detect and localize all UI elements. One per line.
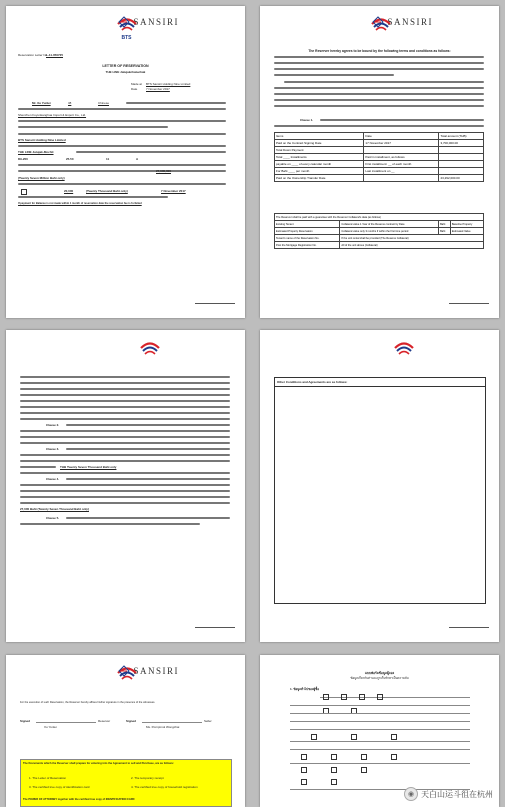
doc-item-3: 3. The certified true copy of identification card [29,785,90,789]
text-line [20,460,230,462]
date-value: 7 November 2017 [146,87,170,91]
checkbox[interactable] [331,767,337,773]
table-row [275,161,484,168]
unit-room: D9-200 [18,157,28,161]
text-line [20,436,230,438]
terms-heading: The Reserver hereby agrees to be bound by the following terms and conditions as follows: [308,49,451,53]
checkbox[interactable] [301,779,307,785]
sansiri-wordmark: SANSIRI [133,666,180,676]
sansiri-logo [372,16,434,28]
cell: First installment: __ of each month [364,161,439,168]
reservation-remark: If payment for Balance is not made within 1 month of reservation date the reservation fee is forfeited [18,202,142,205]
checkbox[interactable] [391,734,397,740]
form-subtitle: ข้อมูลเกี่ยวกับท่านจะถูกเก็บรักษาเป็นความลับ [350,676,409,680]
total-price: 27,000,000 [156,169,172,173]
signed-left-name: Xu Yunlei [44,725,57,729]
cell: Paid on the Ownership Transfer Date [275,175,364,182]
form-line [290,713,470,714]
table-row [275,221,484,228]
signed-right-label: Signed [126,719,137,723]
document-page-6 [260,655,499,807]
made-at-value: BTS Sansiri Holding Nine Limited [146,82,191,86]
text-line [18,170,226,172]
signature-line [195,303,235,304]
reserver-age: 38 [68,101,72,105]
form-line [290,749,470,750]
text-line [20,406,230,408]
checkbox[interactable] [359,694,365,700]
cell: Collateral value 1 Year of the Reserve contract by Date [340,221,439,228]
cell: Existing Tenant [275,221,340,228]
checkbox[interactable] [391,754,397,760]
reserver-name: Mr. Xu Yunlei [32,101,51,105]
text-line [20,502,230,504]
sansiri-logo [118,665,180,677]
checkbox[interactable] [361,767,367,773]
doc-item-4: 4. The certified true copy of household registration [131,785,198,789]
checkbox[interactable] [301,767,307,773]
document-page-2 [260,6,499,318]
sansiri-mark-icon [118,16,130,28]
table-row [275,154,484,161]
signed-right-role: Seller [204,719,212,723]
doc-footer: The POWER OF ATTORNEY together with the certified true copy of IDENTIFICATION CARD [23,798,135,801]
watermark-text: 天白山运斗徂在杭州 [421,789,493,799]
text-line [66,478,230,480]
cell: Total ____ Installments [275,154,364,161]
made-at-label: Made at [131,82,142,86]
wechat-icon: ◉ [404,787,418,801]
checkbox[interactable] [351,734,357,740]
text-line [274,68,484,70]
cell: Estimated Value [450,228,483,235]
unit-area: 25.50 [66,157,74,161]
signed-left-role: Reserver [98,719,111,723]
checkbox[interactable] [361,754,367,760]
cell: payable on ____ of every calendar month [275,161,364,168]
unit-building: A [136,157,139,161]
text-line [20,382,230,384]
wechat-watermark [404,787,493,801]
cell [439,168,484,175]
text-line [274,105,484,107]
letter-subtitle: THE LINE Jatujakchatuchak [105,70,146,74]
cell: 3,700,000.00 [439,140,484,147]
text-line [20,472,230,474]
document-page-5 [6,655,245,807]
text-line [320,119,484,121]
bts-text: BTS [121,35,132,41]
signature-line [36,722,96,723]
cell: Paid in installment, as follows [364,154,439,161]
cell: Baht [439,221,451,228]
cell: Baht [439,228,451,235]
collateral-table-header: The Reserver shall be paid with a guarantee with the Reserver Collateral's data (as follows) [275,214,484,221]
signed-right-name: Ms. Pornpimol Wongchai [146,725,180,729]
cell [364,147,439,154]
text-line [18,126,168,128]
text-line [20,484,230,486]
cell: Last installment on __ [364,168,439,175]
bts-group-logo [115,340,185,378]
bts-logo-icon [139,340,161,360]
sansiri-mark-icon [372,16,384,28]
text-line [18,164,226,166]
text-line [66,517,230,519]
cell: Paid on the Contract Signing Date [275,140,364,147]
clause-3: Clause 3. [46,447,60,451]
collateral-table [274,213,484,249]
text-line [20,454,230,456]
checkbox[interactable] [331,779,337,785]
cell [439,154,484,161]
other-conditions-title: Other Conditions and Agreements are as follows: [277,380,348,384]
cell: For Baht ____ per month [275,168,364,175]
text-line [18,120,226,122]
cell: Estimated Property Reservation [275,228,340,235]
table-header-amount: Total amount (THB) [439,133,484,140]
table-row [275,175,484,182]
amount-text: (Twenty Thousand Baht only) [86,189,128,193]
document-page-4 [260,330,499,642]
letter-title: LETTER OF RESERVATION [102,64,149,68]
required-documents-title: The Documents which the Reserver shall prepare for entering into the Agreement to sell and Purchase, are as follows: [23,762,174,765]
cell: If the unit rental shall be provided (The Reserve Collateral) [340,235,484,242]
sansiri-wordmark: SANSIRI [133,17,180,27]
text-line [76,151,226,153]
sansiri-logo [118,16,180,28]
checkbox[interactable] [301,754,307,760]
text-line [20,430,230,432]
reservation-no: L-11-050725 [46,53,64,57]
reservation-date: 7 November 2017 [161,189,186,193]
text-line [20,523,200,525]
cell: 23,292,000.00 [439,175,484,182]
checkbox[interactable] [331,754,337,760]
clause-2: Clause 2. [46,423,60,427]
company-name: BTS Sansiri Holding Nine Limited [18,138,66,142]
cell: Collateral value only 3 months if within the first time period [340,228,439,235]
text-line [18,183,226,185]
cell: Tenant's name of the Reservation No. [275,235,340,242]
project-name: THE LINE Jatujak-Mochit [18,150,54,154]
checkbox[interactable] [311,734,317,740]
cell: 17 November 2017 [364,140,439,147]
unit-floor: 11 [106,157,110,161]
text-line [20,418,230,420]
signature-line [449,627,489,628]
text-line [20,394,230,396]
clause-5: Clause 5. [46,516,60,520]
form-section-1: 1. ข้อมูลทั่วไปของผู้ซื้อ [290,687,319,691]
clause-1: Clause 1. [300,118,314,122]
bts-logo-icon [393,340,415,360]
form-line [290,741,470,742]
cell: Post the Mortgage Registration No. [275,242,340,249]
text-line [20,376,230,378]
text-line [274,62,484,64]
form-line [290,705,470,706]
cell [364,175,439,182]
reserver-nationality: Chinese [98,101,110,105]
payment-table [274,132,484,182]
required-documents-box [20,759,232,807]
divider [275,386,485,387]
table-row [275,168,484,175]
table-row [275,242,484,249]
text-line [284,81,484,83]
text-line [18,196,168,198]
date-label: Date [131,87,138,91]
cell: Total Down Payment [275,147,364,154]
text-line [20,466,56,468]
text-line [20,442,230,444]
checkbox[interactable] [377,694,383,700]
document-page-1 [6,6,245,318]
table-row [275,140,484,147]
cell [439,161,484,168]
reservation-fee: 20,000 [64,189,74,193]
text-line [126,102,226,104]
cell: Baseline Property [450,221,483,228]
table-row [275,228,484,235]
price-text: (Twenty Seven Million Baht only) [18,176,65,180]
text-line [66,448,230,450]
doc-item-1: 1. The Letter of Reservation [29,776,67,780]
form-line [290,729,470,730]
other-conditions-box [274,377,486,604]
cell [439,147,484,154]
text-line [274,93,484,95]
text-line [274,87,484,89]
text-line [20,412,230,414]
text-line [20,490,230,492]
checkbox-checked[interactable] [21,189,27,195]
text-line [18,133,226,135]
text-line [274,74,394,76]
text-line [274,99,484,101]
form-line [290,763,470,764]
text-line [274,56,484,58]
reservation-no-label: Reservation Letter No. [18,53,49,57]
signature-line [449,303,489,304]
text-line [20,400,230,402]
text-line [18,108,226,110]
checkbox[interactable] [323,694,329,700]
text-line [20,496,230,498]
table-header-items: Items [275,133,364,140]
clause-4: Clause 4. [46,477,60,481]
text-line [20,388,230,390]
text-line [18,145,226,147]
cell: All of the unit above (Collateral) [340,242,484,249]
doc-item-2: 2. The temporary receipt [131,776,164,780]
text-line [66,424,230,426]
bts-group-logo [369,340,439,378]
form-title: แบบฟอร์มข้อมูลผู้จอง [364,671,395,675]
witness-text: For the execution of such Reservation, the Reserver hereby affixes his/her signature in the presence of the witnesses. [20,701,156,704]
text-line [274,125,484,127]
signature-line [142,722,202,723]
sansiri-mark-icon [118,665,130,677]
sansiri-wordmark: SANSIRI [387,17,434,27]
reserver-agent: Shenzhen Fuyunkanghua Import & Export Co., Ltd. [18,113,87,117]
amount-inline-2: 27,000 Baht (Twenty Seven Thousand Baht only) [20,507,89,511]
checkbox[interactable] [341,694,347,700]
form-line [290,721,470,722]
table-header-date: Date [364,133,439,140]
document-page-3 [6,330,245,642]
signed-left-label: Signed [20,719,31,723]
table-row [275,235,484,242]
signature-line [195,627,235,628]
table-row [275,147,484,154]
amount-inline: THB Twenty Seven Thousand Baht only [60,465,117,469]
